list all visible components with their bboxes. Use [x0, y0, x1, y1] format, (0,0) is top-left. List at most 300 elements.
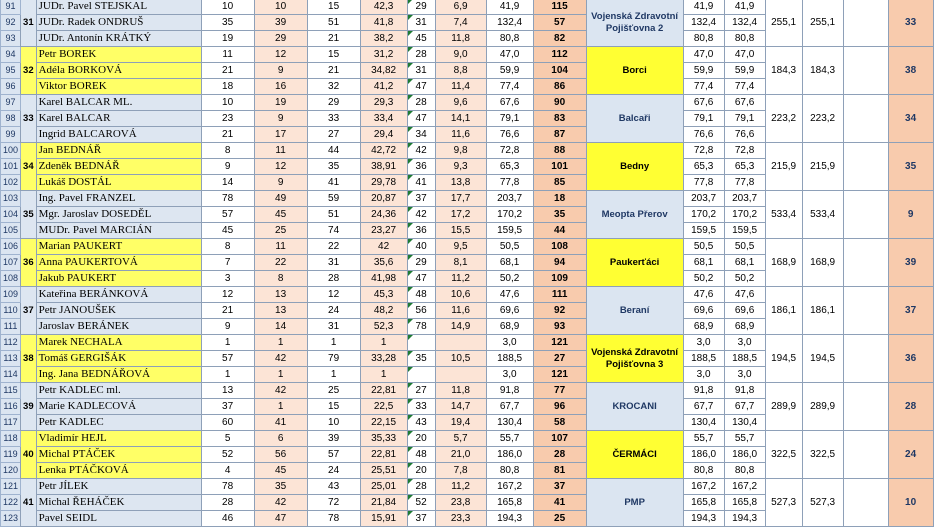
cell-value-3[interactable]: 15	[307, 47, 360, 63]
cell-value-3[interactable]: 27	[307, 127, 360, 143]
cell-team-rank[interactable]: 37	[888, 287, 933, 335]
row-header[interactable]: 123	[1, 511, 21, 527]
cell-value-4[interactable]: 42,72	[360, 143, 407, 159]
cell-points[interactable]: 72,8	[486, 143, 533, 159]
cell-value-1[interactable]: 9	[201, 319, 254, 335]
cell-value-1[interactable]: 4	[201, 463, 254, 479]
cell-value-3[interactable]: 29	[307, 95, 360, 111]
cell-repeat-1[interactable]: 72,8	[683, 143, 724, 159]
cell-value-4[interactable]: 35,33	[360, 431, 407, 447]
cell-repeat-1[interactable]: 165,8	[683, 495, 724, 511]
cell-value-6[interactable]: 17,2	[435, 207, 486, 223]
cell-value-2[interactable]: 45	[254, 463, 307, 479]
cell-value-6[interactable]: 13,8	[435, 175, 486, 191]
cell-empty[interactable]	[843, 383, 888, 431]
cell-points[interactable]: 65,3	[486, 159, 533, 175]
cell-value-4[interactable]: 20,87	[360, 191, 407, 207]
cell-value-2[interactable]: 12	[254, 159, 307, 175]
cell-team-rank[interactable]: 36	[888, 335, 933, 383]
cell-value-2[interactable]: 45	[254, 207, 307, 223]
cell-value-2[interactable]: 9	[254, 63, 307, 79]
cell-points[interactable]: 3,0	[486, 367, 533, 383]
cell-value-5[interactable]: 47	[407, 79, 435, 95]
cell-empty[interactable]	[843, 287, 888, 335]
cell-player-name[interactable]: Marie KADLECOVÁ	[36, 399, 201, 415]
cell-value-5[interactable]: 29	[407, 255, 435, 271]
cell-rank[interactable]: 94	[533, 255, 586, 271]
cell-rank[interactable]: 90	[533, 95, 586, 111]
cell-team-rank[interactable]: 9	[888, 191, 933, 239]
cell-value-6[interactable]: 15,5	[435, 223, 486, 239]
cell-value-4[interactable]: 35,6	[360, 255, 407, 271]
cell-value-2[interactable]: 42	[254, 351, 307, 367]
cell-points[interactable]: 80,8	[486, 31, 533, 47]
cell-value-3[interactable]: 59	[307, 191, 360, 207]
cell-value-1[interactable]: 9	[201, 159, 254, 175]
cell-player-name[interactable]: Lenka PTÁČKOVÁ	[36, 463, 201, 479]
cell-repeat-1[interactable]: 69,6	[683, 303, 724, 319]
cell-points[interactable]: 186,0	[486, 447, 533, 463]
cell-repeat-1[interactable]: 68,1	[683, 255, 724, 271]
row-header[interactable]: 94	[1, 47, 21, 63]
cell-repeat-1[interactable]: 59,9	[683, 63, 724, 79]
cell-value-3[interactable]: 35	[307, 159, 360, 175]
cell-player-name[interactable]: Mgr. Jaroslav DOSEDĚL	[36, 207, 201, 223]
cell-value-3[interactable]: 24	[307, 303, 360, 319]
cell-team-rank[interactable]: 34	[888, 95, 933, 143]
cell-value-2[interactable]: 25	[254, 223, 307, 239]
cell-value-2[interactable]: 6	[254, 431, 307, 447]
cell-points[interactable]: 132,4	[486, 15, 533, 31]
cell-team-total-b[interactable]: 289,9	[802, 383, 843, 431]
cell-value-2[interactable]: 12	[254, 47, 307, 63]
cell-rank[interactable]: 104	[533, 63, 586, 79]
cell-value-2[interactable]: 22	[254, 255, 307, 271]
cell-team-total-b[interactable]: 184,3	[802, 47, 843, 95]
cell-rank[interactable]: 25	[533, 511, 586, 527]
cell-repeat-2[interactable]: 194,3	[724, 511, 765, 527]
cell-value-2[interactable]: 35	[254, 479, 307, 495]
cell-player-name[interactable]: Michal ŘEHÁČEK	[36, 495, 201, 511]
cell-player-name[interactable]: MUDr. Pavel MARCIÁN	[36, 223, 201, 239]
cell-points[interactable]: 170,2	[486, 207, 533, 223]
cell-value-2[interactable]: 8	[254, 271, 307, 287]
row-header[interactable]: 101	[1, 159, 21, 175]
cell-repeat-1[interactable]: 79,1	[683, 111, 724, 127]
cell-value-5[interactable]: 47	[407, 271, 435, 287]
cell-value-4[interactable]: 15,91	[360, 511, 407, 527]
row-header[interactable]: 109	[1, 287, 21, 303]
cell-value-2[interactable]: 41	[254, 415, 307, 431]
cell-value-2[interactable]: 13	[254, 287, 307, 303]
cell-value-4[interactable]: 1	[360, 367, 407, 383]
row-header[interactable]: 116	[1, 399, 21, 415]
cell-value-1[interactable]: 14	[201, 175, 254, 191]
cell-rank[interactable]: 115	[533, 0, 586, 15]
cell-value-3[interactable]: 10	[307, 415, 360, 431]
cell-points[interactable]: 41,9	[486, 0, 533, 15]
cell-team-total-a[interactable]: 168,9	[765, 239, 802, 287]
cell-player-name[interactable]: Petr JÍLEK	[36, 479, 201, 495]
cell-player-name[interactable]: Ing. Pavel FRANZEL	[36, 191, 201, 207]
cell-points[interactable]: 76,6	[486, 127, 533, 143]
cell-value-5[interactable]: 37	[407, 191, 435, 207]
cell-value-6[interactable]: 11,6	[435, 303, 486, 319]
cell-value-5[interactable]: 78	[407, 319, 435, 335]
cell-value-5[interactable]: 28	[407, 95, 435, 111]
cell-value-6[interactable]: 8,8	[435, 63, 486, 79]
row-header[interactable]: 105	[1, 223, 21, 239]
cell-team-name[interactable]: Paukerťáci	[586, 239, 683, 287]
cell-player-name[interactable]: Jaroslav BERÁNEK	[36, 319, 201, 335]
group-number[interactable]: 41	[21, 479, 37, 527]
cell-value-3[interactable]: 1	[307, 367, 360, 383]
cell-team-name[interactable]: Balcaři	[586, 95, 683, 143]
cell-repeat-1[interactable]: 50,5	[683, 239, 724, 255]
row-header[interactable]: 108	[1, 271, 21, 287]
cell-team-name[interactable]: Meopta Přerov	[586, 191, 683, 239]
cell-value-2[interactable]: 11	[254, 143, 307, 159]
row-header[interactable]: 110	[1, 303, 21, 319]
row-header[interactable]: 111	[1, 319, 21, 335]
cell-value-1[interactable]: 57	[201, 351, 254, 367]
cell-repeat-2[interactable]: 47,0	[724, 47, 765, 63]
cell-value-5[interactable]: 20	[407, 463, 435, 479]
cell-repeat-1[interactable]: 80,8	[683, 31, 724, 47]
cell-value-3[interactable]: 31	[307, 255, 360, 271]
cell-value-2[interactable]: 9	[254, 111, 307, 127]
cell-repeat-1[interactable]: 194,3	[683, 511, 724, 527]
cell-player-name[interactable]: Petr KADLEC ml.	[36, 383, 201, 399]
cell-value-3[interactable]: 25	[307, 383, 360, 399]
cell-team-rank[interactable]: 33	[888, 0, 933, 47]
cell-repeat-1[interactable]: 203,7	[683, 191, 724, 207]
cell-points[interactable]: 80,8	[486, 463, 533, 479]
cell-points[interactable]: 194,3	[486, 511, 533, 527]
cell-points[interactable]: 77,4	[486, 79, 533, 95]
cell-empty[interactable]	[843, 95, 888, 143]
cell-team-total-b[interactable]: 533,4	[802, 191, 843, 239]
cell-value-5[interactable]	[407, 335, 435, 351]
cell-player-name[interactable]: Jan BEDNÁŘ	[36, 143, 201, 159]
cell-value-6[interactable]: 14,9	[435, 319, 486, 335]
cell-team-total-a[interactable]: 223,2	[765, 95, 802, 143]
cell-team-total-b[interactable]: 215,9	[802, 143, 843, 191]
row-header[interactable]: 119	[1, 447, 21, 463]
cell-team-total-a[interactable]: 194,5	[765, 335, 802, 383]
cell-repeat-1[interactable]: 170,2	[683, 207, 724, 223]
row-header[interactable]: 102	[1, 175, 21, 191]
cell-team-rank[interactable]: 24	[888, 431, 933, 479]
cell-player-name[interactable]: Vladimír HEJL	[36, 431, 201, 447]
cell-value-5[interactable]: 47	[407, 111, 435, 127]
cell-repeat-2[interactable]: 41,9	[724, 0, 765, 15]
cell-player-name[interactable]: Michal PTÁČEK	[36, 447, 201, 463]
cell-value-1[interactable]: 18	[201, 79, 254, 95]
row-header[interactable]: 95	[1, 63, 21, 79]
cell-rank[interactable]: 87	[533, 127, 586, 143]
cell-player-name[interactable]: Petr KADLEC	[36, 415, 201, 431]
cell-value-3[interactable]: 72	[307, 495, 360, 511]
cell-team-total-a[interactable]: 322,5	[765, 431, 802, 479]
cell-repeat-2[interactable]: 50,2	[724, 271, 765, 287]
row-header[interactable]: 98	[1, 111, 21, 127]
cell-player-name[interactable]: JUDr. Pavel STEJSKAL	[36, 0, 201, 15]
cell-value-1[interactable]: 21	[201, 303, 254, 319]
row-header[interactable]: 93	[1, 31, 21, 47]
cell-value-6[interactable]	[435, 335, 486, 351]
row-header[interactable]: 103	[1, 191, 21, 207]
cell-value-6[interactable]: 5,7	[435, 431, 486, 447]
cell-value-4[interactable]: 24,36	[360, 207, 407, 223]
cell-team-total-b[interactable]: 527,3	[802, 479, 843, 527]
cell-value-5[interactable]: 45	[407, 31, 435, 47]
row-header[interactable]: 113	[1, 351, 21, 367]
cell-team-name[interactable]: Bedny	[586, 143, 683, 191]
cell-empty[interactable]	[843, 431, 888, 479]
cell-value-1[interactable]: 5	[201, 431, 254, 447]
cell-player-name[interactable]: Petr BOREK	[36, 47, 201, 63]
cell-team-rank[interactable]: 38	[888, 47, 933, 95]
cell-repeat-1[interactable]: 3,0	[683, 367, 724, 383]
cell-value-1[interactable]: 8	[201, 143, 254, 159]
cell-value-6[interactable]: 11,8	[435, 383, 486, 399]
cell-value-2[interactable]: 47	[254, 511, 307, 527]
cell-value-5[interactable]: 34	[407, 127, 435, 143]
cell-repeat-1[interactable]: 65,3	[683, 159, 724, 175]
cell-value-3[interactable]: 22	[307, 239, 360, 255]
cell-value-1[interactable]: 7	[201, 255, 254, 271]
cell-value-2[interactable]: 42	[254, 383, 307, 399]
cell-team-total-a[interactable]: 533,4	[765, 191, 802, 239]
cell-player-name[interactable]: Karel BALCAR ML.	[36, 95, 201, 111]
cell-value-4[interactable]: 23,27	[360, 223, 407, 239]
cell-value-5[interactable]: 36	[407, 223, 435, 239]
cell-rank[interactable]: 83	[533, 111, 586, 127]
cell-empty[interactable]	[843, 0, 888, 47]
cell-team-name[interactable]: Vojenská Zdravotní Pojišťovna 3	[586, 335, 683, 383]
cell-repeat-2[interactable]: 65,3	[724, 159, 765, 175]
cell-value-1[interactable]: 35	[201, 15, 254, 31]
cell-repeat-2[interactable]: 170,2	[724, 207, 765, 223]
cell-value-3[interactable]: 79	[307, 351, 360, 367]
cell-rank[interactable]: 107	[533, 431, 586, 447]
cell-value-3[interactable]: 12	[307, 287, 360, 303]
row-header[interactable]: 99	[1, 127, 21, 143]
cell-rank[interactable]: 58	[533, 415, 586, 431]
cell-value-3[interactable]: 15	[307, 0, 360, 15]
cell-value-6[interactable]: 23,8	[435, 495, 486, 511]
cell-player-name[interactable]: JUDr. Radek ONDRUŠ	[36, 15, 201, 31]
cell-rank[interactable]: 82	[533, 31, 586, 47]
group-number[interactable]: 32	[21, 47, 37, 95]
cell-value-1[interactable]: 60	[201, 415, 254, 431]
cell-points[interactable]: 67,7	[486, 399, 533, 415]
cell-value-2[interactable]: 56	[254, 447, 307, 463]
cell-team-total-b[interactable]: 168,9	[802, 239, 843, 287]
cell-value-4[interactable]: 29,4	[360, 127, 407, 143]
cell-repeat-2[interactable]: 47,6	[724, 287, 765, 303]
cell-rank[interactable]: 27	[533, 351, 586, 367]
cell-player-name[interactable]: Lukáš DOSTÁL	[36, 175, 201, 191]
cell-player-name[interactable]: Adéla BORKOVÁ	[36, 63, 201, 79]
cell-repeat-1[interactable]: 132,4	[683, 15, 724, 31]
cell-value-2[interactable]: 42	[254, 495, 307, 511]
cell-rank[interactable]: 96	[533, 399, 586, 415]
cell-repeat-2[interactable]: 50,5	[724, 239, 765, 255]
cell-value-2[interactable]: 9	[254, 175, 307, 191]
cell-repeat-2[interactable]: 3,0	[724, 335, 765, 351]
cell-repeat-2[interactable]: 130,4	[724, 415, 765, 431]
cell-repeat-2[interactable]: 203,7	[724, 191, 765, 207]
cell-points[interactable]: 47,6	[486, 287, 533, 303]
cell-repeat-2[interactable]: 159,5	[724, 223, 765, 239]
cell-repeat-2[interactable]: 72,8	[724, 143, 765, 159]
cell-player-name[interactable]: Anna PAUKERTOVÁ	[36, 255, 201, 271]
cell-value-4[interactable]: 48,2	[360, 303, 407, 319]
cell-value-5[interactable]: 20	[407, 431, 435, 447]
cell-points[interactable]: 55,7	[486, 431, 533, 447]
cell-value-1[interactable]: 46	[201, 511, 254, 527]
cell-value-1[interactable]: 78	[201, 191, 254, 207]
cell-value-3[interactable]: 57	[307, 447, 360, 463]
cell-points[interactable]: 165,8	[486, 495, 533, 511]
cell-value-5[interactable]: 48	[407, 447, 435, 463]
cell-points[interactable]: 50,2	[486, 271, 533, 287]
cell-repeat-1[interactable]: 47,0	[683, 47, 724, 63]
cell-value-4[interactable]: 41,98	[360, 271, 407, 287]
cell-player-name[interactable]: Kateřina BERÁNKOVÁ	[36, 287, 201, 303]
cell-points[interactable]: 50,5	[486, 239, 533, 255]
cell-empty[interactable]	[843, 143, 888, 191]
cell-repeat-1[interactable]: 188,5	[683, 351, 724, 367]
cell-value-4[interactable]: 38,91	[360, 159, 407, 175]
row-header[interactable]: 112	[1, 335, 21, 351]
cell-repeat-1[interactable]: 80,8	[683, 463, 724, 479]
cell-team-name[interactable]: KROCANI	[586, 383, 683, 431]
cell-points[interactable]: 69,6	[486, 303, 533, 319]
group-number[interactable]: 39	[21, 383, 37, 431]
row-header[interactable]: 100	[1, 143, 21, 159]
cell-team-name[interactable]: Beraní	[586, 287, 683, 335]
cell-repeat-2[interactable]: 167,2	[724, 479, 765, 495]
cell-value-5[interactable]: 28	[407, 479, 435, 495]
cell-value-6[interactable]: 9,3	[435, 159, 486, 175]
cell-value-3[interactable]: 44	[307, 143, 360, 159]
cell-value-5[interactable]: 56	[407, 303, 435, 319]
cell-rank[interactable]: 112	[533, 47, 586, 63]
group-number[interactable]: 33	[21, 95, 37, 143]
cell-value-5[interactable]: 52	[407, 495, 435, 511]
group-number[interactable]: 34	[21, 143, 37, 191]
cell-value-6[interactable]: 9,0	[435, 47, 486, 63]
cell-value-3[interactable]: 24	[307, 463, 360, 479]
cell-team-total-b[interactable]: 255,1	[802, 0, 843, 47]
group-number[interactable]: 36	[21, 239, 37, 287]
cell-points[interactable]: 59,9	[486, 63, 533, 79]
cell-value-1[interactable]: 12	[201, 287, 254, 303]
cell-repeat-2[interactable]: 91,8	[724, 383, 765, 399]
cell-value-6[interactable]: 10,5	[435, 351, 486, 367]
row-header[interactable]: 117	[1, 415, 21, 431]
cell-value-3[interactable]: 1	[307, 335, 360, 351]
cell-value-3[interactable]: 33	[307, 111, 360, 127]
cell-repeat-1[interactable]: 67,6	[683, 95, 724, 111]
cell-rank[interactable]: 121	[533, 335, 586, 351]
cell-rank[interactable]: 41	[533, 495, 586, 511]
cell-value-6[interactable]: 10,6	[435, 287, 486, 303]
cell-empty[interactable]	[843, 479, 888, 527]
cell-value-2[interactable]: 14	[254, 319, 307, 335]
cell-value-4[interactable]: 52,3	[360, 319, 407, 335]
cell-rank[interactable]: 93	[533, 319, 586, 335]
cell-value-1[interactable]: 13	[201, 383, 254, 399]
cell-points[interactable]: 68,9	[486, 319, 533, 335]
cell-value-6[interactable]: 23,3	[435, 511, 486, 527]
cell-value-4[interactable]: 38,2	[360, 31, 407, 47]
cell-points[interactable]: 77,8	[486, 175, 533, 191]
cell-points[interactable]: 159,5	[486, 223, 533, 239]
cell-empty[interactable]	[843, 191, 888, 239]
cell-value-5[interactable]: 35	[407, 351, 435, 367]
cell-value-3[interactable]: 51	[307, 207, 360, 223]
cell-team-total-a[interactable]: 527,3	[765, 479, 802, 527]
row-header[interactable]: 96	[1, 79, 21, 95]
cell-repeat-2[interactable]: 68,9	[724, 319, 765, 335]
cell-repeat-2[interactable]: 165,8	[724, 495, 765, 511]
cell-player-name[interactable]: JUDr. Antonín KRÁTKÝ	[36, 31, 201, 47]
cell-points[interactable]: 91,8	[486, 383, 533, 399]
cell-repeat-2[interactable]: 80,8	[724, 31, 765, 47]
cell-repeat-2[interactable]: 132,4	[724, 15, 765, 31]
cell-value-4[interactable]: 45,3	[360, 287, 407, 303]
cell-value-1[interactable]: 57	[201, 207, 254, 223]
cell-repeat-2[interactable]: 67,6	[724, 95, 765, 111]
row-header[interactable]: 114	[1, 367, 21, 383]
cell-value-6[interactable]: 17,7	[435, 191, 486, 207]
cell-points[interactable]: 3,0	[486, 335, 533, 351]
cell-rank[interactable]: 77	[533, 383, 586, 399]
cell-team-total-a[interactable]: 289,9	[765, 383, 802, 431]
cell-value-5[interactable]: 40	[407, 239, 435, 255]
cell-value-6[interactable]: 11,8	[435, 31, 486, 47]
cell-repeat-1[interactable]: 186,0	[683, 447, 724, 463]
cell-value-4[interactable]: 22,81	[360, 447, 407, 463]
cell-value-6[interactable]: 19,4	[435, 415, 486, 431]
cell-rank[interactable]: 111	[533, 287, 586, 303]
cell-repeat-2[interactable]: 77,4	[724, 79, 765, 95]
row-header[interactable]: 118	[1, 431, 21, 447]
cell-rank[interactable]: 81	[533, 463, 586, 479]
cell-player-name[interactable]: Zdeněk BEDNÁŘ	[36, 159, 201, 175]
cell-value-5[interactable]: 31	[407, 63, 435, 79]
cell-team-total-a[interactable]: 255,1	[765, 0, 802, 47]
cell-value-6[interactable]: 7,8	[435, 463, 486, 479]
cell-team-total-b[interactable]: 322,5	[802, 431, 843, 479]
cell-points[interactable]: 167,2	[486, 479, 533, 495]
cell-repeat-2[interactable]: 55,7	[724, 431, 765, 447]
cell-value-4[interactable]: 31,2	[360, 47, 407, 63]
cell-rank[interactable]: 108	[533, 239, 586, 255]
cell-points[interactable]: 203,7	[486, 191, 533, 207]
cell-value-4[interactable]: 33,4	[360, 111, 407, 127]
cell-value-6[interactable]: 14,1	[435, 111, 486, 127]
cell-repeat-1[interactable]: 67,7	[683, 399, 724, 415]
cell-value-4[interactable]: 42,3	[360, 0, 407, 15]
cell-rank[interactable]: 57	[533, 15, 586, 31]
cell-value-4[interactable]: 33,28	[360, 351, 407, 367]
cell-points[interactable]: 79,1	[486, 111, 533, 127]
